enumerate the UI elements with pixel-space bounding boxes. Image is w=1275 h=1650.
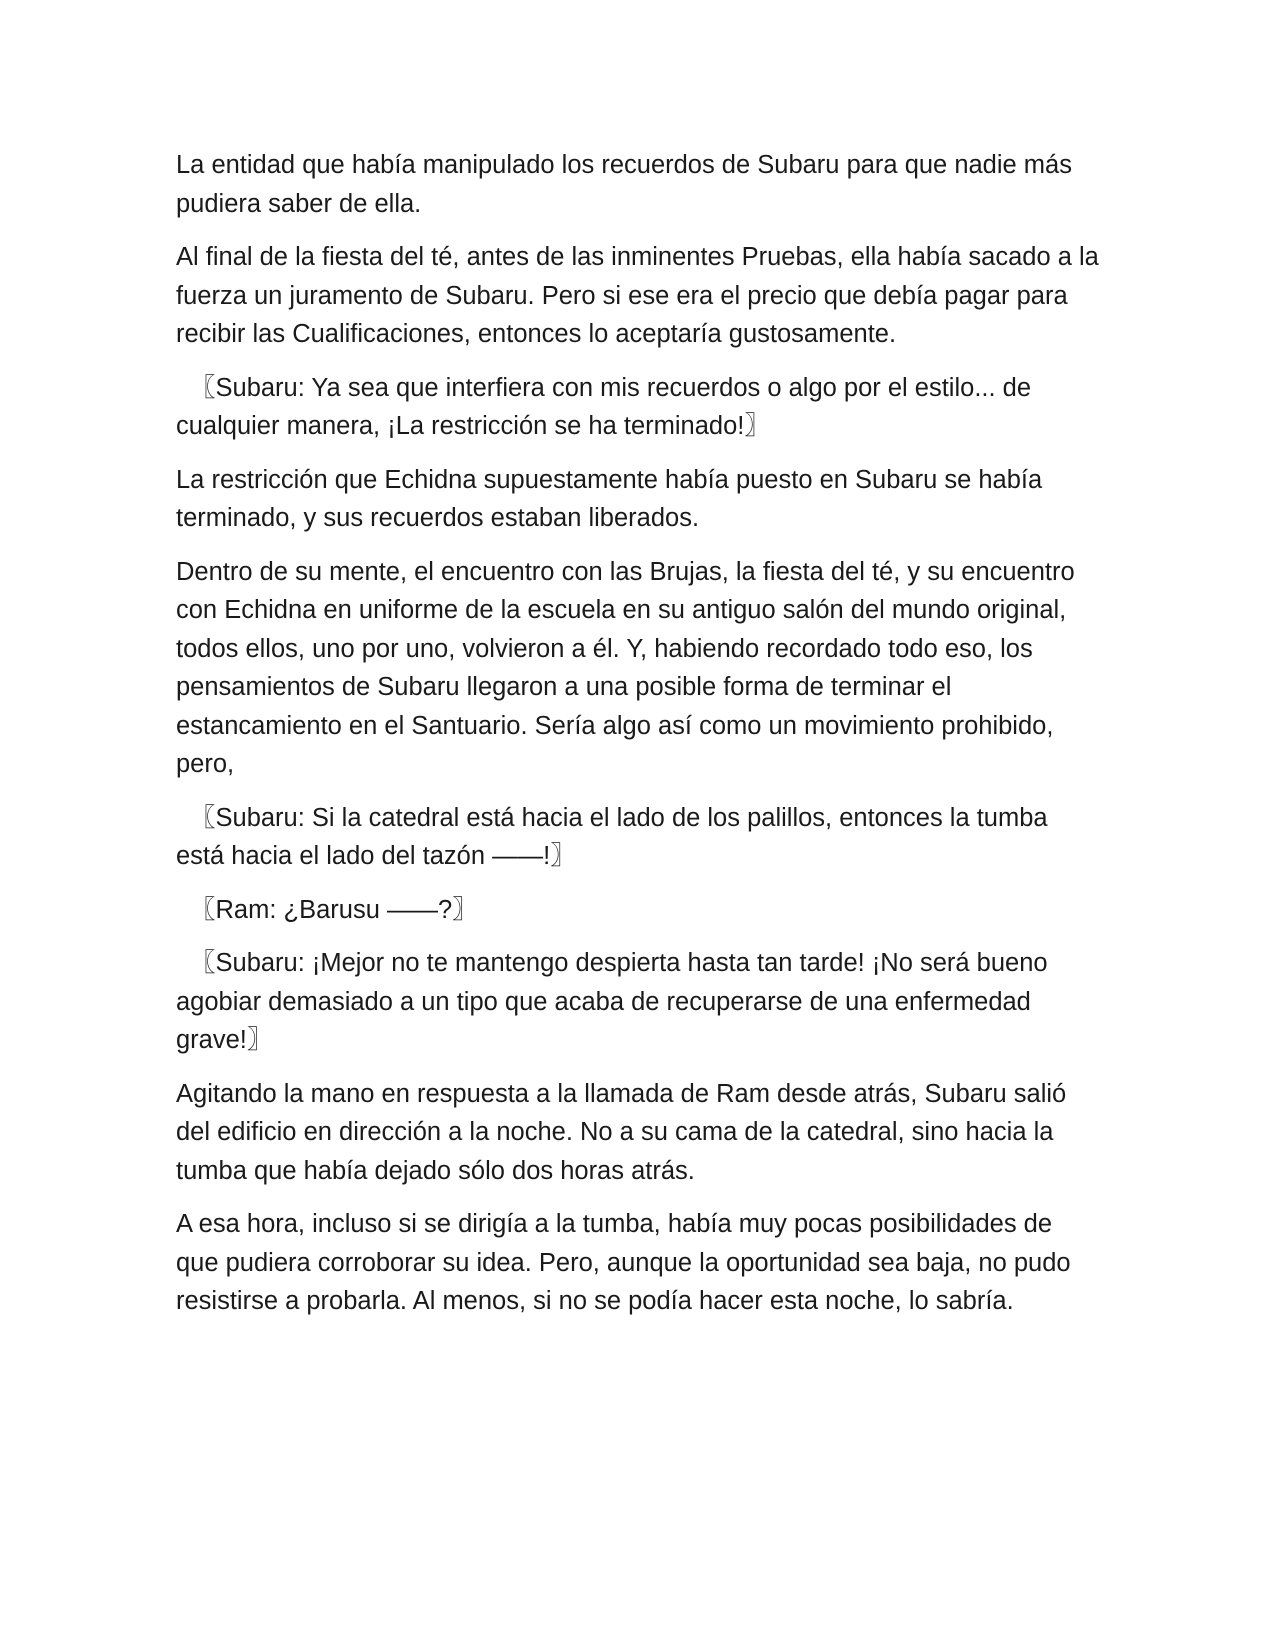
paragraph-2: Al final de la fiesta del té, antes de las inminentes Pruebas, ella había sacado a la fuerza un juramento de Subaru. Pero si ese era el precio que debía pagar para recibir las Cualificaciones, entonces lo aceptaría gustosamente. [176,243,1099,348]
paragraph-5: Agitando la mano en respuesta a la llamada de Ram desde atrás, Subaru salió del edificio en dirección a la noche. No a su cama de la catedral, sino hacia la tumba que había dejado sólo dos horas atrás. [176,1079,1067,1185]
paragraph-1: La entidad que había manipulado los recuerdos de Subaru para que nadie más pudiera saber de ella. [176,151,1072,218]
paragraph-3: La restricción que Echidna supuestamente había puesto en Subaru se había terminado, y sus recuerdos estaban liberados. [176,465,1043,532]
dialogue-ram: 〖Ram: ¿Barusu ——?〗 [190,895,478,924]
document-body [176,146,1101,1336]
dialogue-subaru-1: 〖Subaru: Ya sea que interfiera con mis recuerdos o algo por el estilo... de cualquier manera, ¡La restricción se ha terminado!〗 [176,373,1032,440]
dialogue-subaru-3: 〖Subaru: ¡Mejor no te mantengo despierta hasta tan tarde! ¡No será bueno agobiar demasiado a un tipo que acaba de recuperarse de una enfermedad grave!〗 [176,949,1048,1054]
paragraph-4: Dentro de su mente, el encuentro con las Brujas, la fiesta del té, y su encuentro con Echidna en uniforme de la escuela en su antiguo salón del mundo original, todos ellos, uno por uno, volvieron a él. Y, habiendo recordado todo eso, los pensamientos de Subaru llegaron a una posible forma de terminar el estancamiento en el Santuario. Sería algo así como un movimiento prohibido, pero, [176,557,1075,778]
dialogue-subaru-2: 〖Subaru: Si la catedral está hacia el lado de los palillos, entonces la tumba está hacia el lado del tazón ——!〗 [176,803,1048,870]
paragraph-6: A esa hora, incluso si se dirigía a la tumba, había muy pocas posibilidades de que pudiera corroborar su idea. Pero, aunque la oportunidad sea baja, no pudo resistirse a probarla. Al menos, si no se podía hacer esta noche, lo sabría. [176,1210,1071,1315]
